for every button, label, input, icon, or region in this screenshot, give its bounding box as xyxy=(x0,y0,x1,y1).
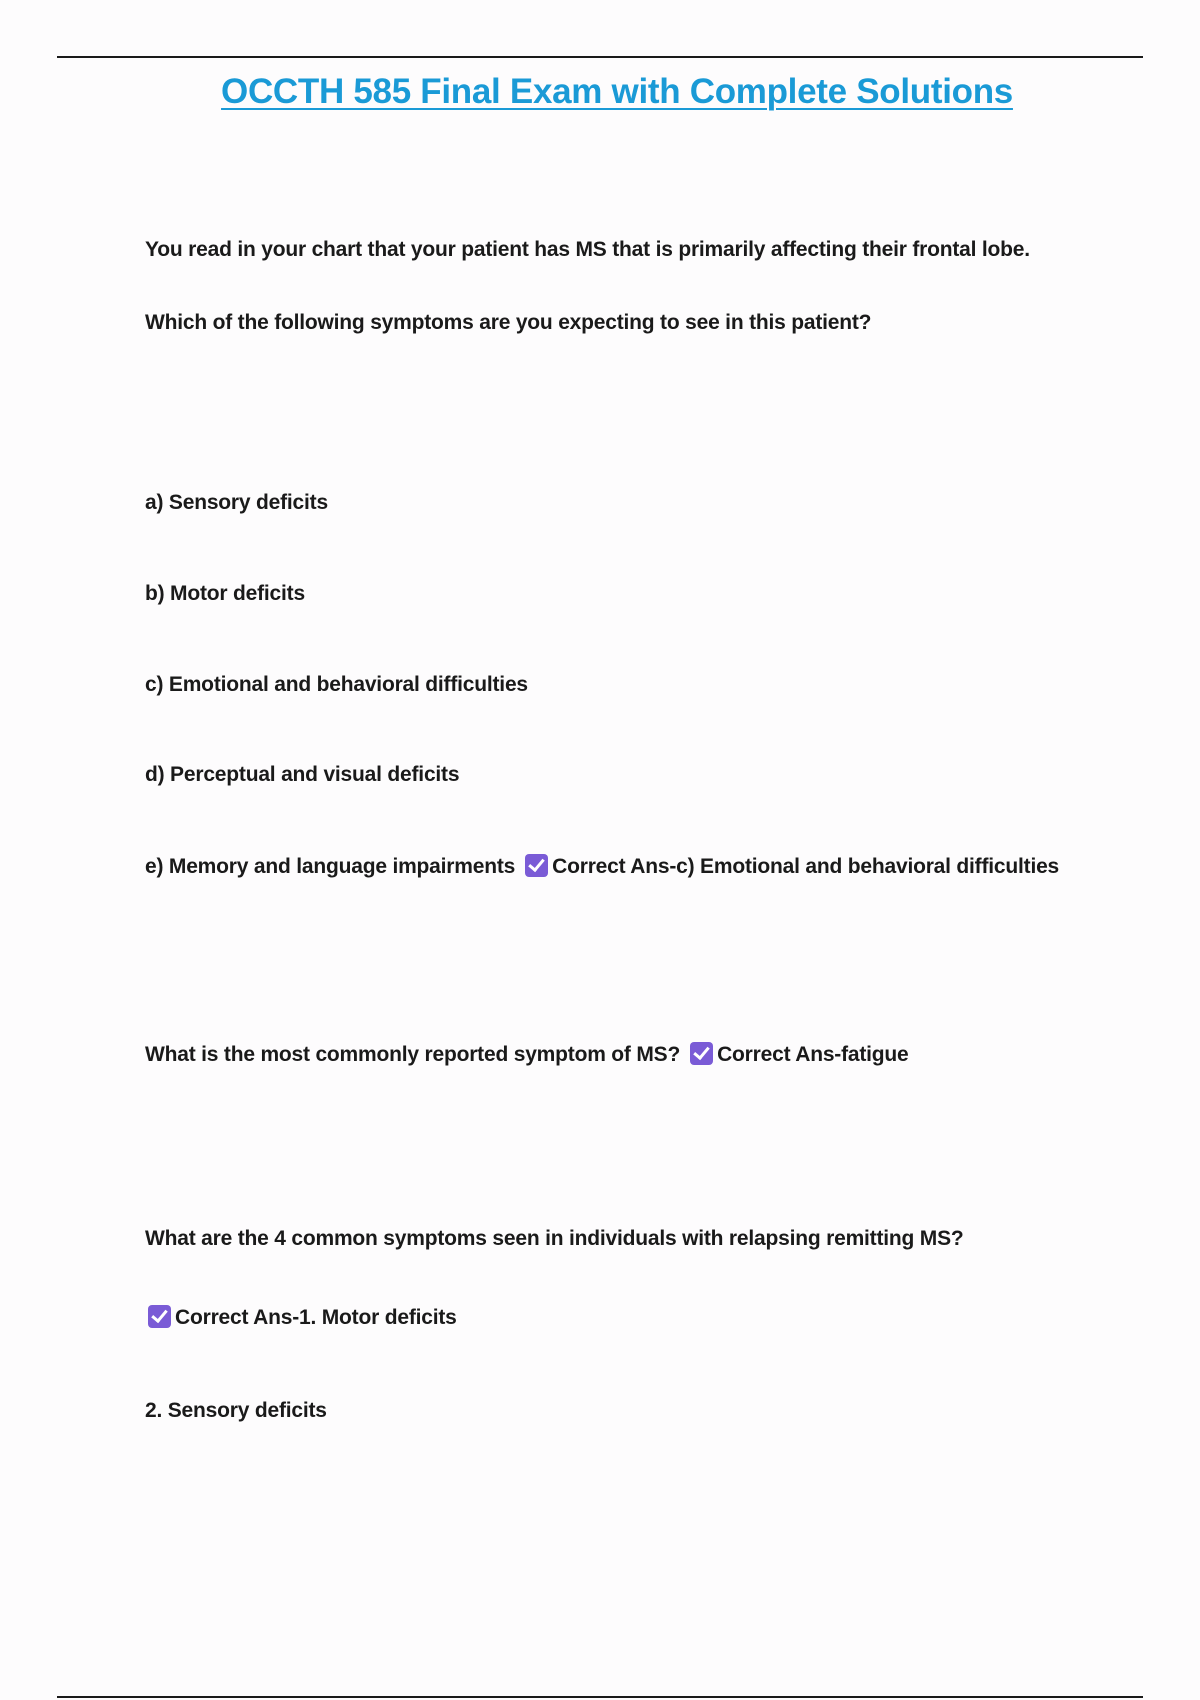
question-2-row xyxy=(145,1041,909,1069)
question-1-stem-line-1: You read in your chart that your patient has MS that is primarily affecting their frontal lobe. xyxy=(145,238,1030,261)
question-1-option-e-row xyxy=(145,853,1059,881)
question-3-answer: Correct Ans-1. Motor deficits xyxy=(175,1306,457,1329)
footer-rule xyxy=(57,1696,1143,1698)
checkbox-checked-icon xyxy=(148,1305,171,1328)
question-2-stem: What is the most commonly reported symptom of MS? xyxy=(145,1043,681,1066)
question-2-answer: Correct Ans-fatigue xyxy=(717,1043,909,1066)
question-1-option-c: c) Emotional and behavioral difficulties xyxy=(145,673,528,696)
question-1-option-e: e) Memory and language impairments xyxy=(145,855,516,878)
question-1-option-b: b) Motor deficits xyxy=(145,582,305,605)
question-1-answer: Correct Ans-c) Emotional and behavioral difficulties xyxy=(552,855,1060,878)
question-1-option-d: d) Perceptual and visual deficits xyxy=(145,763,460,786)
question-1-option-a: a) Sensory deficits xyxy=(145,491,328,514)
header-rule xyxy=(57,56,1143,58)
question-3-answer-item-2: 2. Sensory deficits xyxy=(145,1399,327,1422)
checkbox-checked-icon xyxy=(690,1042,713,1065)
question-3-answer-row xyxy=(148,1304,457,1332)
question-1-stem-line-2: Which of the following symptoms are you expecting to see in this patient? xyxy=(145,311,872,334)
question-3-stem: What are the 4 common symptoms seen in individuals with relapsing remitting MS? xyxy=(145,1227,964,1250)
checkbox-checked-icon xyxy=(525,854,548,877)
document-title: OCCTH 585 Final Exam with Complete Solutions xyxy=(221,72,1013,111)
